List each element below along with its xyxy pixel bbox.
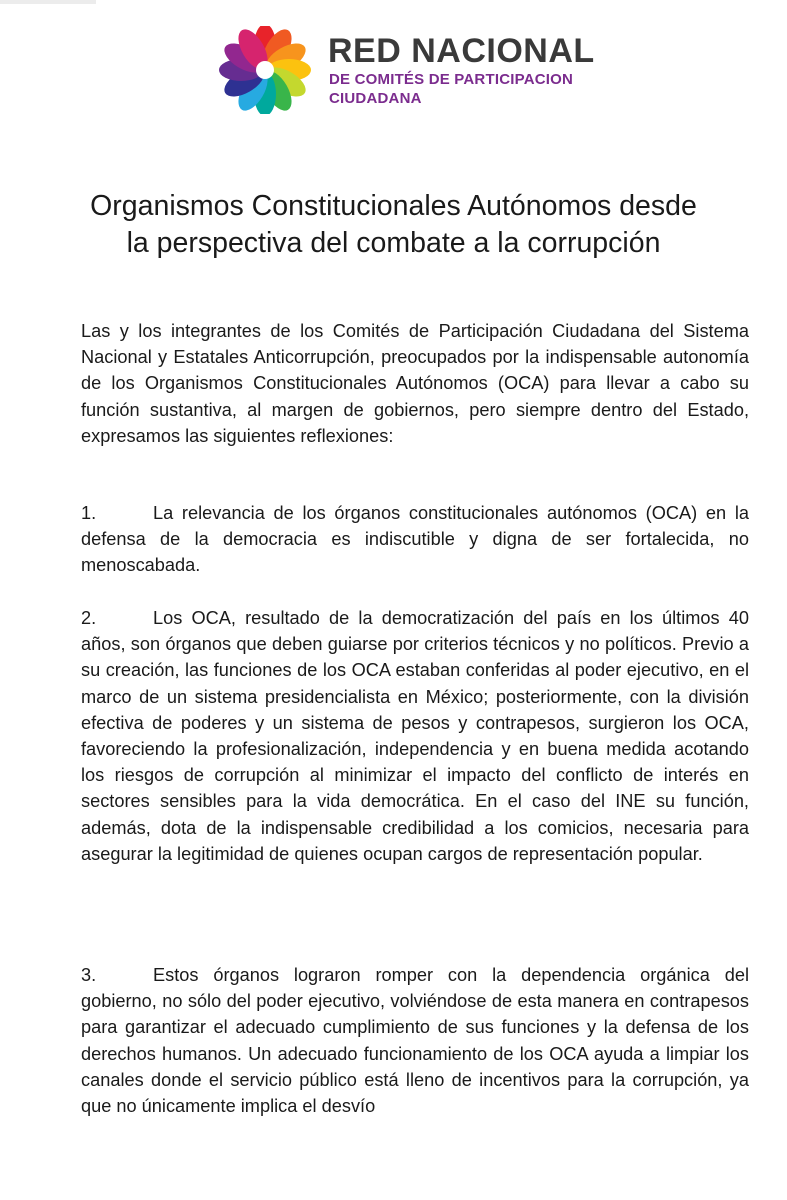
point-text-3: Estos órganos lograron romper con la dependencia orgánica del gobierno, no sólo del poder ejecutivo, volviéndose de esta manera en contrapesos para garantizar el adecuado cumplimiento de sus funciones y la defensa de los derechos humanos. Un adecuado funcionamiento de los OCA ayuda a limpiar los canales donde el servicio público está lleno de incentivos para la corrupción, ya que no únicamente implica el desvío [81, 965, 749, 1117]
letterhead [215, 24, 635, 116]
point-number-1: 1. [81, 503, 97, 523]
org-subtitle-line-2: CIUDADANA [329, 90, 422, 107]
point-number-2: 2. [81, 608, 97, 628]
point-paragraph-1 [81, 500, 749, 579]
org-subtitle-line-1: DE COMITÉS DE PARTICIPACION [329, 71, 574, 88]
page-edge-scrap [0, 0, 96, 4]
title-line-2: la perspectiva del combate a la corrupción [126, 227, 661, 259]
org-name: RED NACIONAL [328, 32, 595, 70]
document-title [60, 188, 727, 262]
point-paragraph-3 [81, 962, 749, 1119]
point-number-3: 3. [81, 965, 97, 985]
point-text-1: La relevancia de los órganos constitucionales autónomos (OCA) en la defensa de la democracia es indiscutible y digna de ser fortalecida, no menoscabada. [81, 503, 749, 576]
flower-logo-icon [215, 26, 315, 114]
title-line-1: Organismos Constitucionales Autónomos desde [90, 190, 697, 222]
point-text-2: Los OCA, resultado de la democratización del país en los últimos 40 años, son órganos que deben guiarse por criterios técnicos y no políticos. Previo a su creación, las funciones de los OCA estaban conferidas al poder ejecutivo, en el marco de un sistema presidencialista en México; posteriormente, con la división efectiva de poderes y un sistema de pesos y contrapesos, surgieron los OCA, favoreciendo la profesionalización, independencia y en buena medida acotando los riesgos de corrupción al minimizar el impacto del conflicto de interés en sectores sensibles para la vida democrática. En el caso del INE su función, además, dota de la indispensable credibilidad a los comicios, necesaria para asegurar la legitimidad de quienes ocupan cargos de representación popular. [81, 608, 749, 864]
point-paragraph-2 [81, 605, 749, 867]
intro-paragraph: Las y los integrantes de los Comités de Participación Ciudadana del Sistema Nacional y Estatales Anticorrupción, preocupados por la indispensable autonomía de los Organismos Constitucionales Autónomos (OCA) para llevar a cabo su función sustantiva, al margen de gobiernos, pero siempre dentro del Estado, expresamos las siguientes reflexiones: [81, 321, 749, 446]
